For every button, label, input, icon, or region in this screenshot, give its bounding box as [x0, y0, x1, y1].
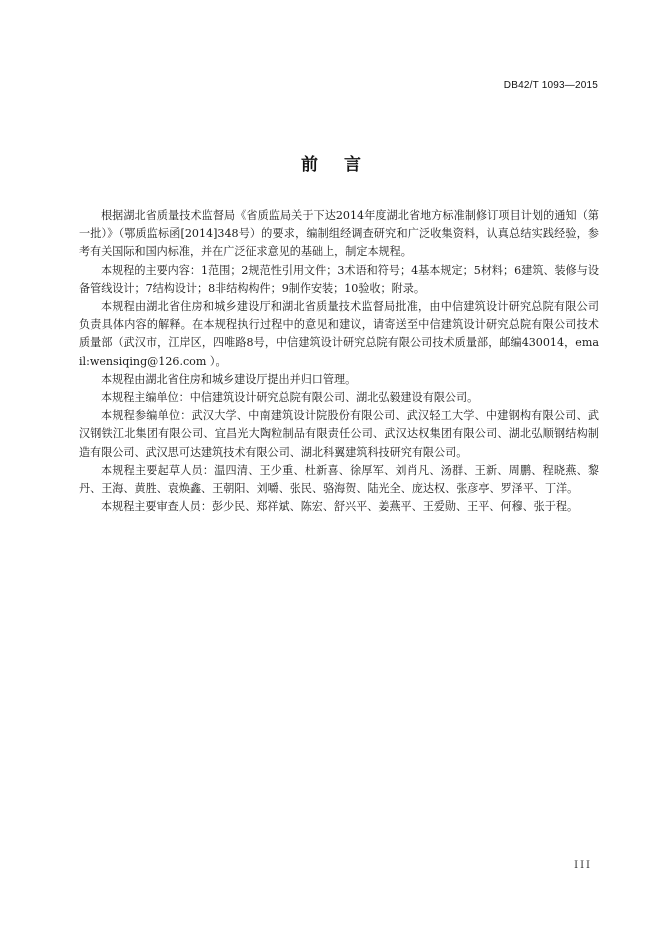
paragraph-management: 本规程由湖北省住房和城乡建设厅提出并归口管理。 — [101, 372, 357, 386]
paragraph-participants: 本规程参编单位：武汉大学、中南建筑设计院股份有限公司、武汉轻工大学、中建钢构有限公司、武汉钢铁江北集团有限公司、宜昌光大陶粒制品有限责任公司、武汉达权集团有限公司、湖北弘顺钢结构制造有限公司、武汉思可达建筑技术有限公司、湖北科翼建筑科技研究有限公司。 — [79, 409, 599, 459]
page-number: III — [574, 860, 592, 871]
paragraph-basis: 根据湖北省质量技术监督局《省质监局关于下达2014年度湖北省地方标准制修订项目计划的通知（第一批）》（鄂质监标函[2014]348号）的要求，编制组经调查研究和广泛收集资料，认真总结实践经验，参考有关国际和国内标准，并在广泛征求意见的基础上，制定本规程。 — [79, 209, 599, 259]
paragraph-drafters: 本规程主要起草人员：温四清、王少重、杜新喜、徐厚军、刘肖凡、汤群、王新、周鹏、程晓燕、黎丹、王海、黄胜、袁焕鑫、王朝阳、刘嚼、张民、骆海贺、陆光全、庞达权、张彦亭、罗泽平、丁洋。 — [79, 463, 599, 496]
paragraph-chief-editor: 本规程主编单位：中信建筑设计研究总院有限公司、湖北弘毅建设有限公司。 — [101, 391, 479, 405]
paragraph-contents: 本规程的主要内容：1范围；2规范性引用文件；3术语和符号；4基本规定；5材料；6建筑、装修与设备管线设计；7结构设计；8非结构构件；9制作安装；10验收；附录。 — [79, 263, 599, 295]
paragraph-approval: 本规程由湖北省住房和城乡建设厅和湖北省质量技术监督局批准，由中信建筑设计研究总院有限公司负责具体内容的解释。在本规程执行过程中的意见和建议，请寄送至中信建筑设计研究总院有限公司技术质量部（武汉市，江岸区，四唯路8号，中信建筑设计研究总院有限公司技术质量部，邮编430014，email:wensiqing@126.com ）。 — [79, 300, 599, 368]
preface-body — [79, 207, 599, 516]
page-title: 前言 — [301, 155, 387, 175]
standard-code: DB42/T 1093—2015 — [503, 80, 598, 91]
paragraph-reviewers: 本规程主要审查人员：彭少民、郑祥斌、陈宏、舒兴平、姜燕平、王爱勋、王平、何穆、张于程。 — [101, 500, 579, 514]
